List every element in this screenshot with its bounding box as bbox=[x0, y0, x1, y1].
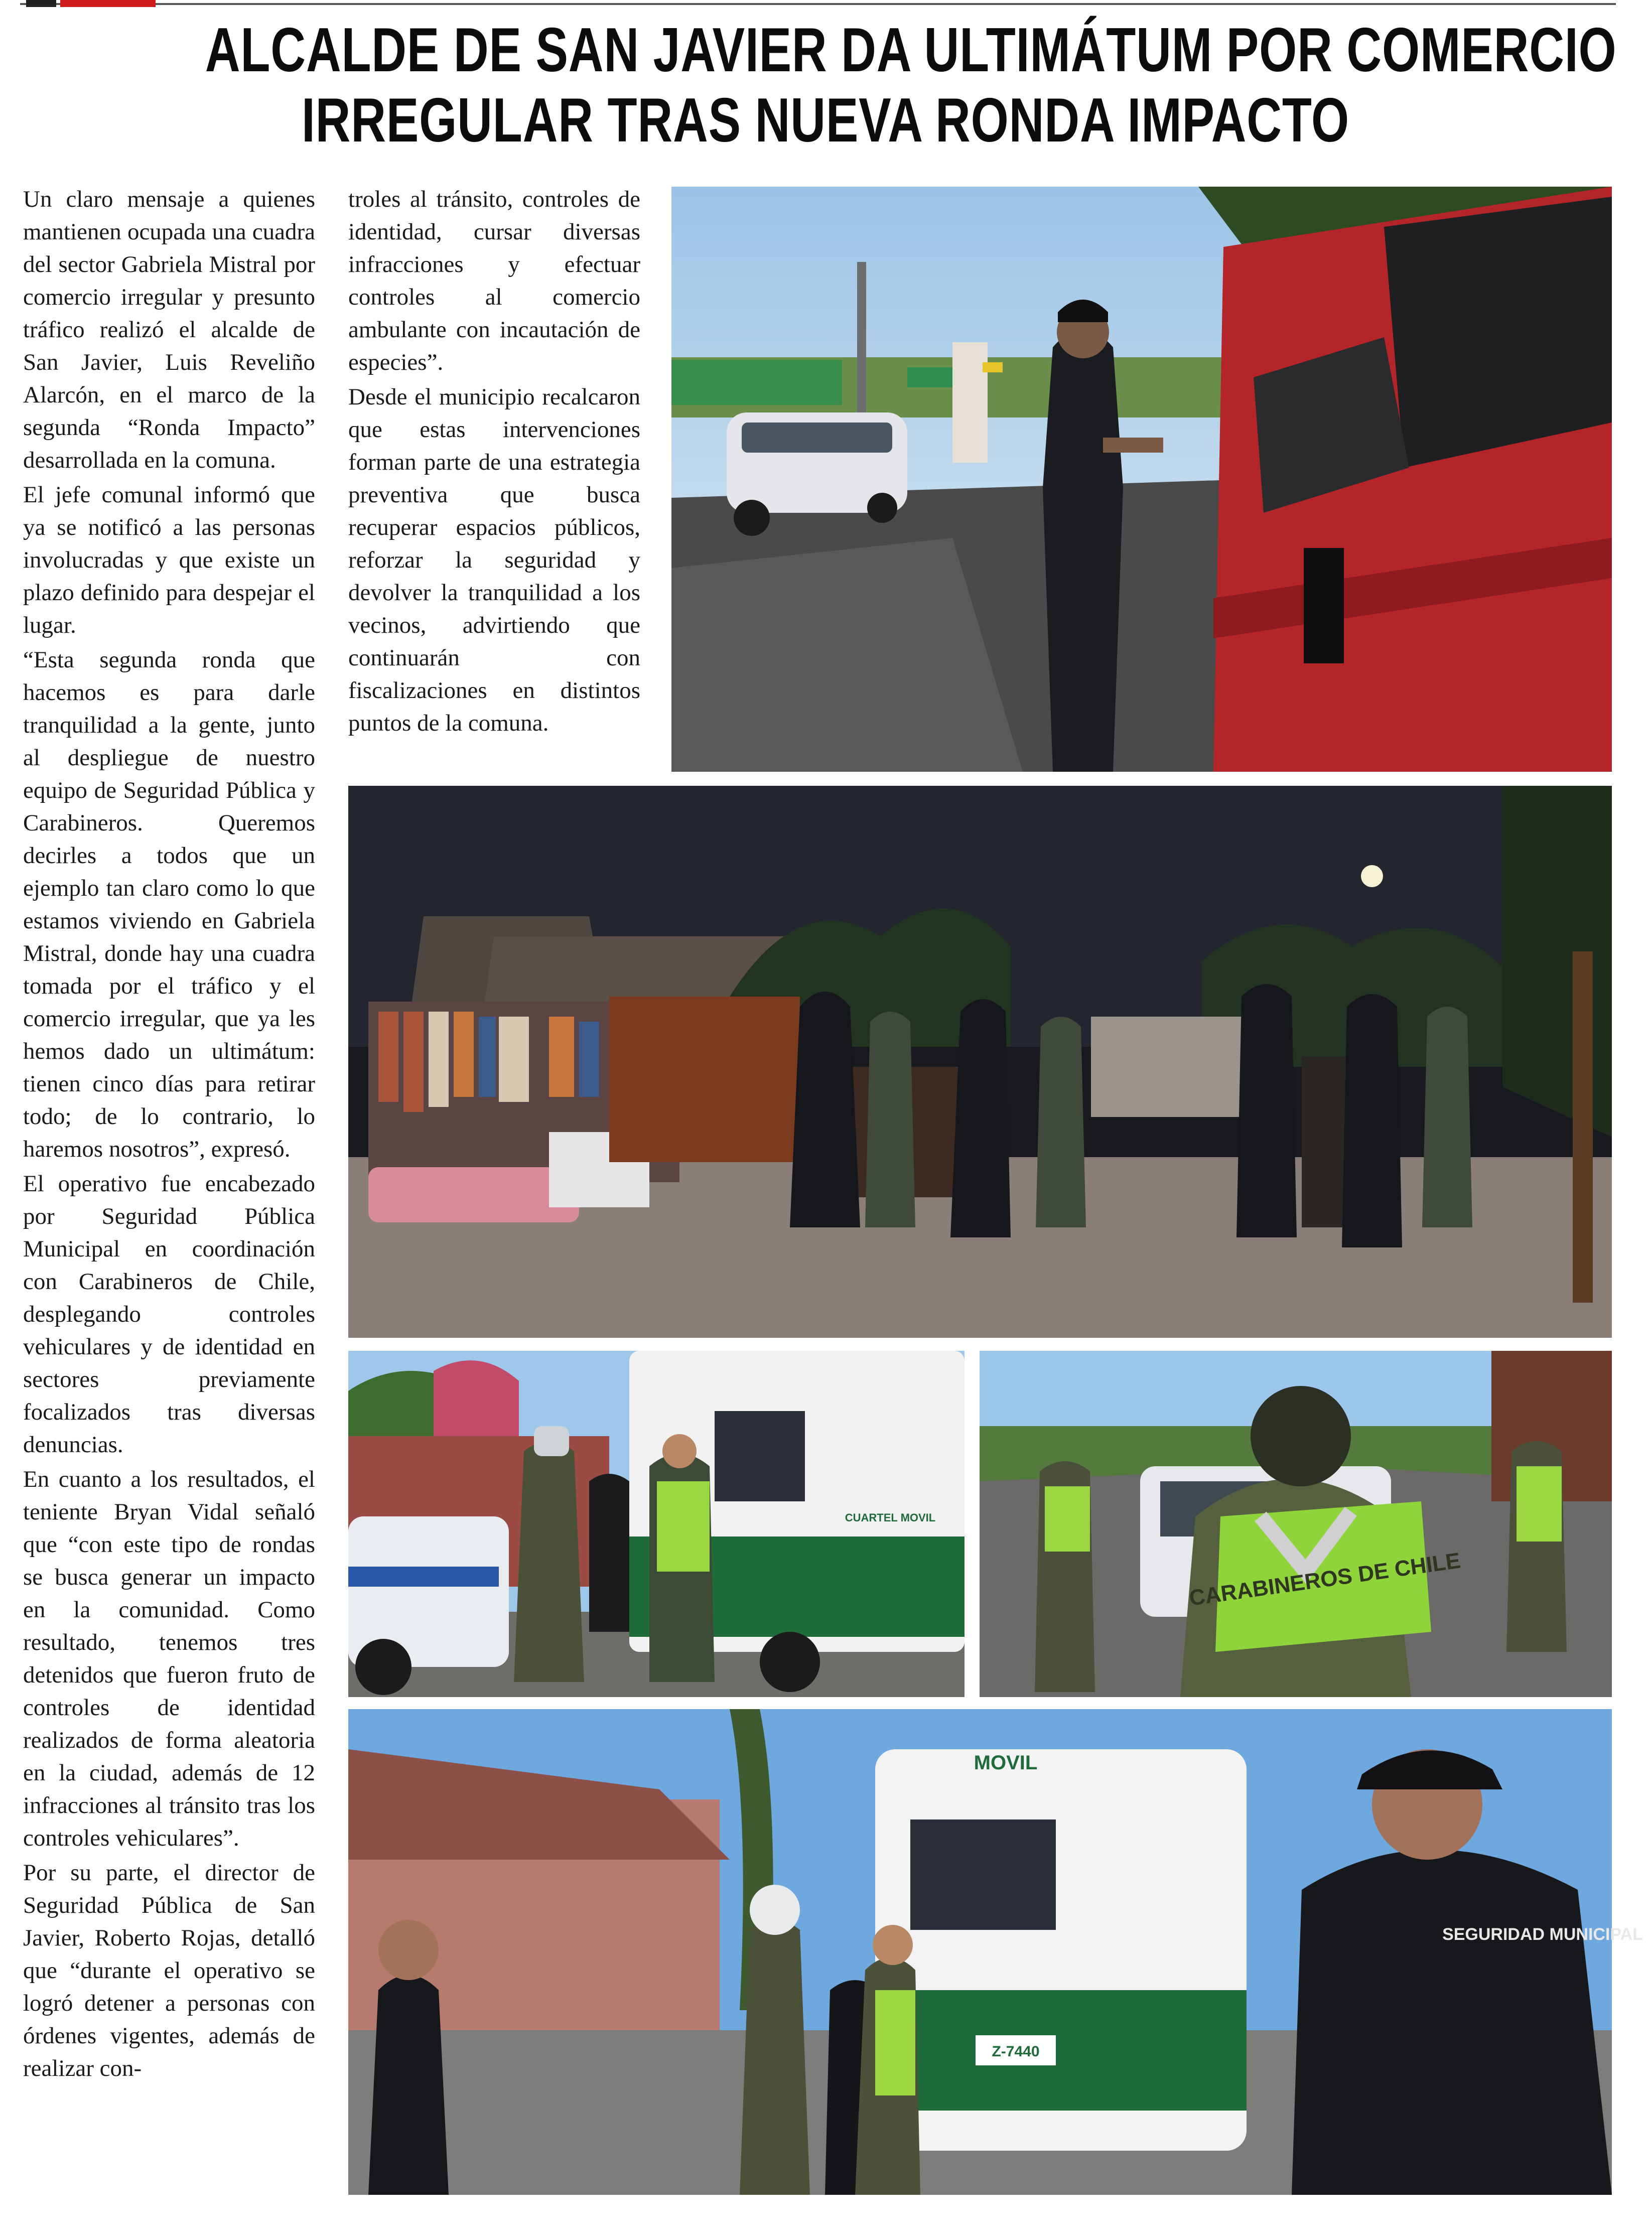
security-back-text: SEGURIDAD MUNICIPAL bbox=[1442, 1925, 1643, 1944]
headline-line-1: ALCALDE DE SAN JAVIER DA ULTIMÁTUM POR COMERCIO bbox=[205, 16, 1617, 85]
page-header-rule bbox=[20, 0, 1616, 7]
paragraph: Desde el municipio recalcaron que estas intervenciones forman parte de una estrategia preventiva que busca recuperar espacios públicos, reforzar la seguridad y devolver la tranquilidad a los vecinos, advirtiendo que continuarán con fiscalizaciones en distintos puntos de la comuna. bbox=[348, 384, 640, 736]
article-column-1 bbox=[23, 183, 315, 2087]
photo-night-operation bbox=[348, 786, 1612, 1338]
van-side-text: CUARTEL MOVIL bbox=[845, 1511, 936, 1524]
paragraph: En cuanto a los resultados, el teniente Bryan Vidal señaló que “con este tipo de rondas se busca generar un impacto en la comunidad. Como resultado, tenemos tres detenidos que fueron fruto de controles de identidad realizados de forma aleatoria en la ciudad, además de 12 infracciones al tránsito tras los controles vehiculares”. bbox=[23, 1466, 315, 1851]
paragraph: “Esta segunda ronda que hacemos es para darle tranquilidad a la gente, junto al despliegue de nuestro equipo de Seguridad Pública y Carabineros. Queremos decirles a todos que un ejemplo tan claro como lo que estamos viviendo en Gabriela Mistral, donde hay una cuadra tomada por el tráfico y el comercio irregular, que ya les hemos dado un ultimátum: tienen cinco días para retirar todo; de lo contrario, lo haremos nosotros”, expresó. bbox=[23, 647, 315, 1162]
headline-line-2: IRREGULAR TRAS NUEVA RONDA IMPACTO bbox=[301, 86, 1350, 155]
paragraph: troles al tránsito, controles de identidad, cursar diversas infracciones y efectuar controles al comercio ambulante con incautación de especies”. bbox=[348, 186, 640, 375]
paragraph: El jefe comunal informó que ya se notificó a las personas involucradas y que existe un plazo definido para despejar el lugar. bbox=[23, 482, 315, 638]
photo-carabineros-vest bbox=[980, 1351, 1612, 1697]
vest-text: CARABINEROS DE CHILE bbox=[1187, 1548, 1462, 1611]
header-line bbox=[20, 3, 1616, 5]
article-column-2 bbox=[348, 183, 640, 742]
photo-vehicle-control bbox=[671, 187, 1612, 772]
photo-security-team bbox=[348, 1709, 1643, 2195]
paragraph: Por su parte, el director de Seguridad Pública de San Javier, Roberto Rojas, detalló que “durante el operativo se logró detener a personas con órdenes vigentes, además de realizar con- bbox=[23, 1860, 315, 2081]
photo-mobile-van bbox=[348, 1351, 965, 1697]
paragraph: Un claro mensaje a quienes mantienen ocupada una cuadra del sector Gabriela Mistral por comercio irregular y presunto tráfico realizó el alcalde de San Javier, Luis Reveliño Alarcón, en el marco de la segunda “Ronda Impacto” desarrollada en la comuna. bbox=[23, 186, 315, 473]
van-roof-text: MOVIL bbox=[974, 1752, 1038, 1774]
paragraph: El operativo fue encabezado por Seguridad Pública Municipal en coordinación con Carabineros de Chile, desplegando controles vehiculares y de identidad en sectores previamente focalizados tras diversas denuncias. bbox=[23, 1171, 315, 1458]
plate-text: Z-7440 bbox=[992, 2043, 1040, 2060]
page-number-tab bbox=[26, 0, 56, 7]
article-headline bbox=[205, 15, 1617, 156]
section-marker bbox=[60, 0, 156, 7]
